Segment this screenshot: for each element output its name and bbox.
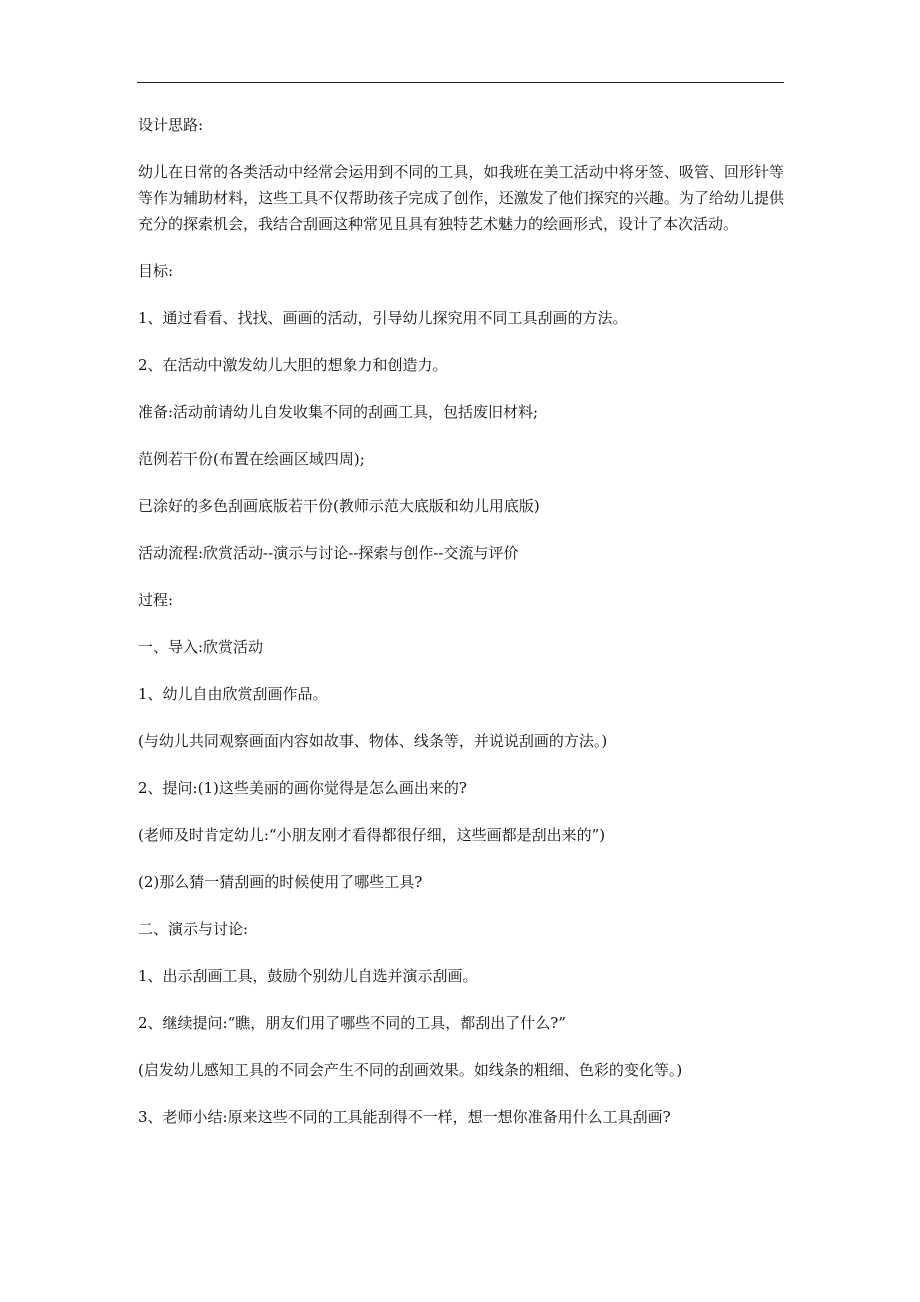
preparation-line-3: 已涂好的多色刮画底版若干份(教师示范大底版和幼儿用底版) (138, 497, 540, 515)
section-heading-goals: 目标: (138, 262, 174, 280)
process-note: (老师及时肯定幼儿:“小朋友刚才看得都很仔细，这些画都是刮出来的”) (138, 826, 606, 844)
process-item: 1、出示刮画工具，鼓励个别幼儿自选并演示刮画。 (138, 967, 478, 985)
process-item: 2、继续提问:“瞧，朋友们用了哪些不同的工具，都刮出了什么?” (138, 1014, 566, 1032)
process-item: 1、幼儿自由欣赏刮画作品。 (138, 685, 328, 703)
process-note: (启发幼儿感知工具的不同会产生不同的刮画效果。如线条的粗细、色彩的变化等。) (138, 1061, 683, 1079)
activity-flow: 活动流程:欣赏活动--演示与讨论--探索与创作--交流与评价 (138, 544, 519, 562)
process-note: (与幼儿共同观察画面内容如故事、物体、线条等，并说说刮画的方法。) (138, 732, 608, 750)
preparation-line-1: 准备:活动前请幼儿自发收集不同的刮画工具，包括废旧材料; (138, 403, 539, 421)
paragraph-design-idea: 幼儿在日常的各类活动中经常会运用到不同的工具，如我班在美工活动中将牙签、吸管、回形针等等作为辅助材料，这些工具不仅帮助孩子完成了创作，还激发了他们探究的兴趣。为了给幼儿提供充分的探索机会，我结合刮画这种常见且具有独特艺术魅力的绘画形式，设计了本次活动。 (138, 163, 784, 233)
process-item: (2)那么猜一猜刮画的时候使用了哪些工具? (138, 873, 423, 891)
section-heading-process: 过程: (138, 591, 174, 609)
section-heading-design-idea: 设计思路: (138, 116, 204, 134)
goal-item-2: 2、在活动中激发幼儿大胆的想象力和创造力。 (138, 356, 448, 374)
process-item: 3、老师小结:原来这些不同的工具能刮得不一样，想一想你准备用什么工具刮画? (138, 1108, 671, 1126)
process-step-heading-1: 一、导入:欣赏活动 (138, 638, 264, 656)
header-rule (137, 82, 784, 83)
document-body (138, 112, 784, 1151)
goal-item-1: 1、通过看看、找找、画画的活动，引导幼儿探究用不同工具刮画的方法。 (138, 309, 628, 327)
process-item: 2、提问:(1)这些美丽的画你觉得是怎么画出来的? (138, 779, 467, 797)
preparation-line-2: 范例若干份(布置在绘画区域四周); (138, 450, 365, 468)
process-step-heading-2: 二、演示与讨论: (138, 920, 249, 938)
